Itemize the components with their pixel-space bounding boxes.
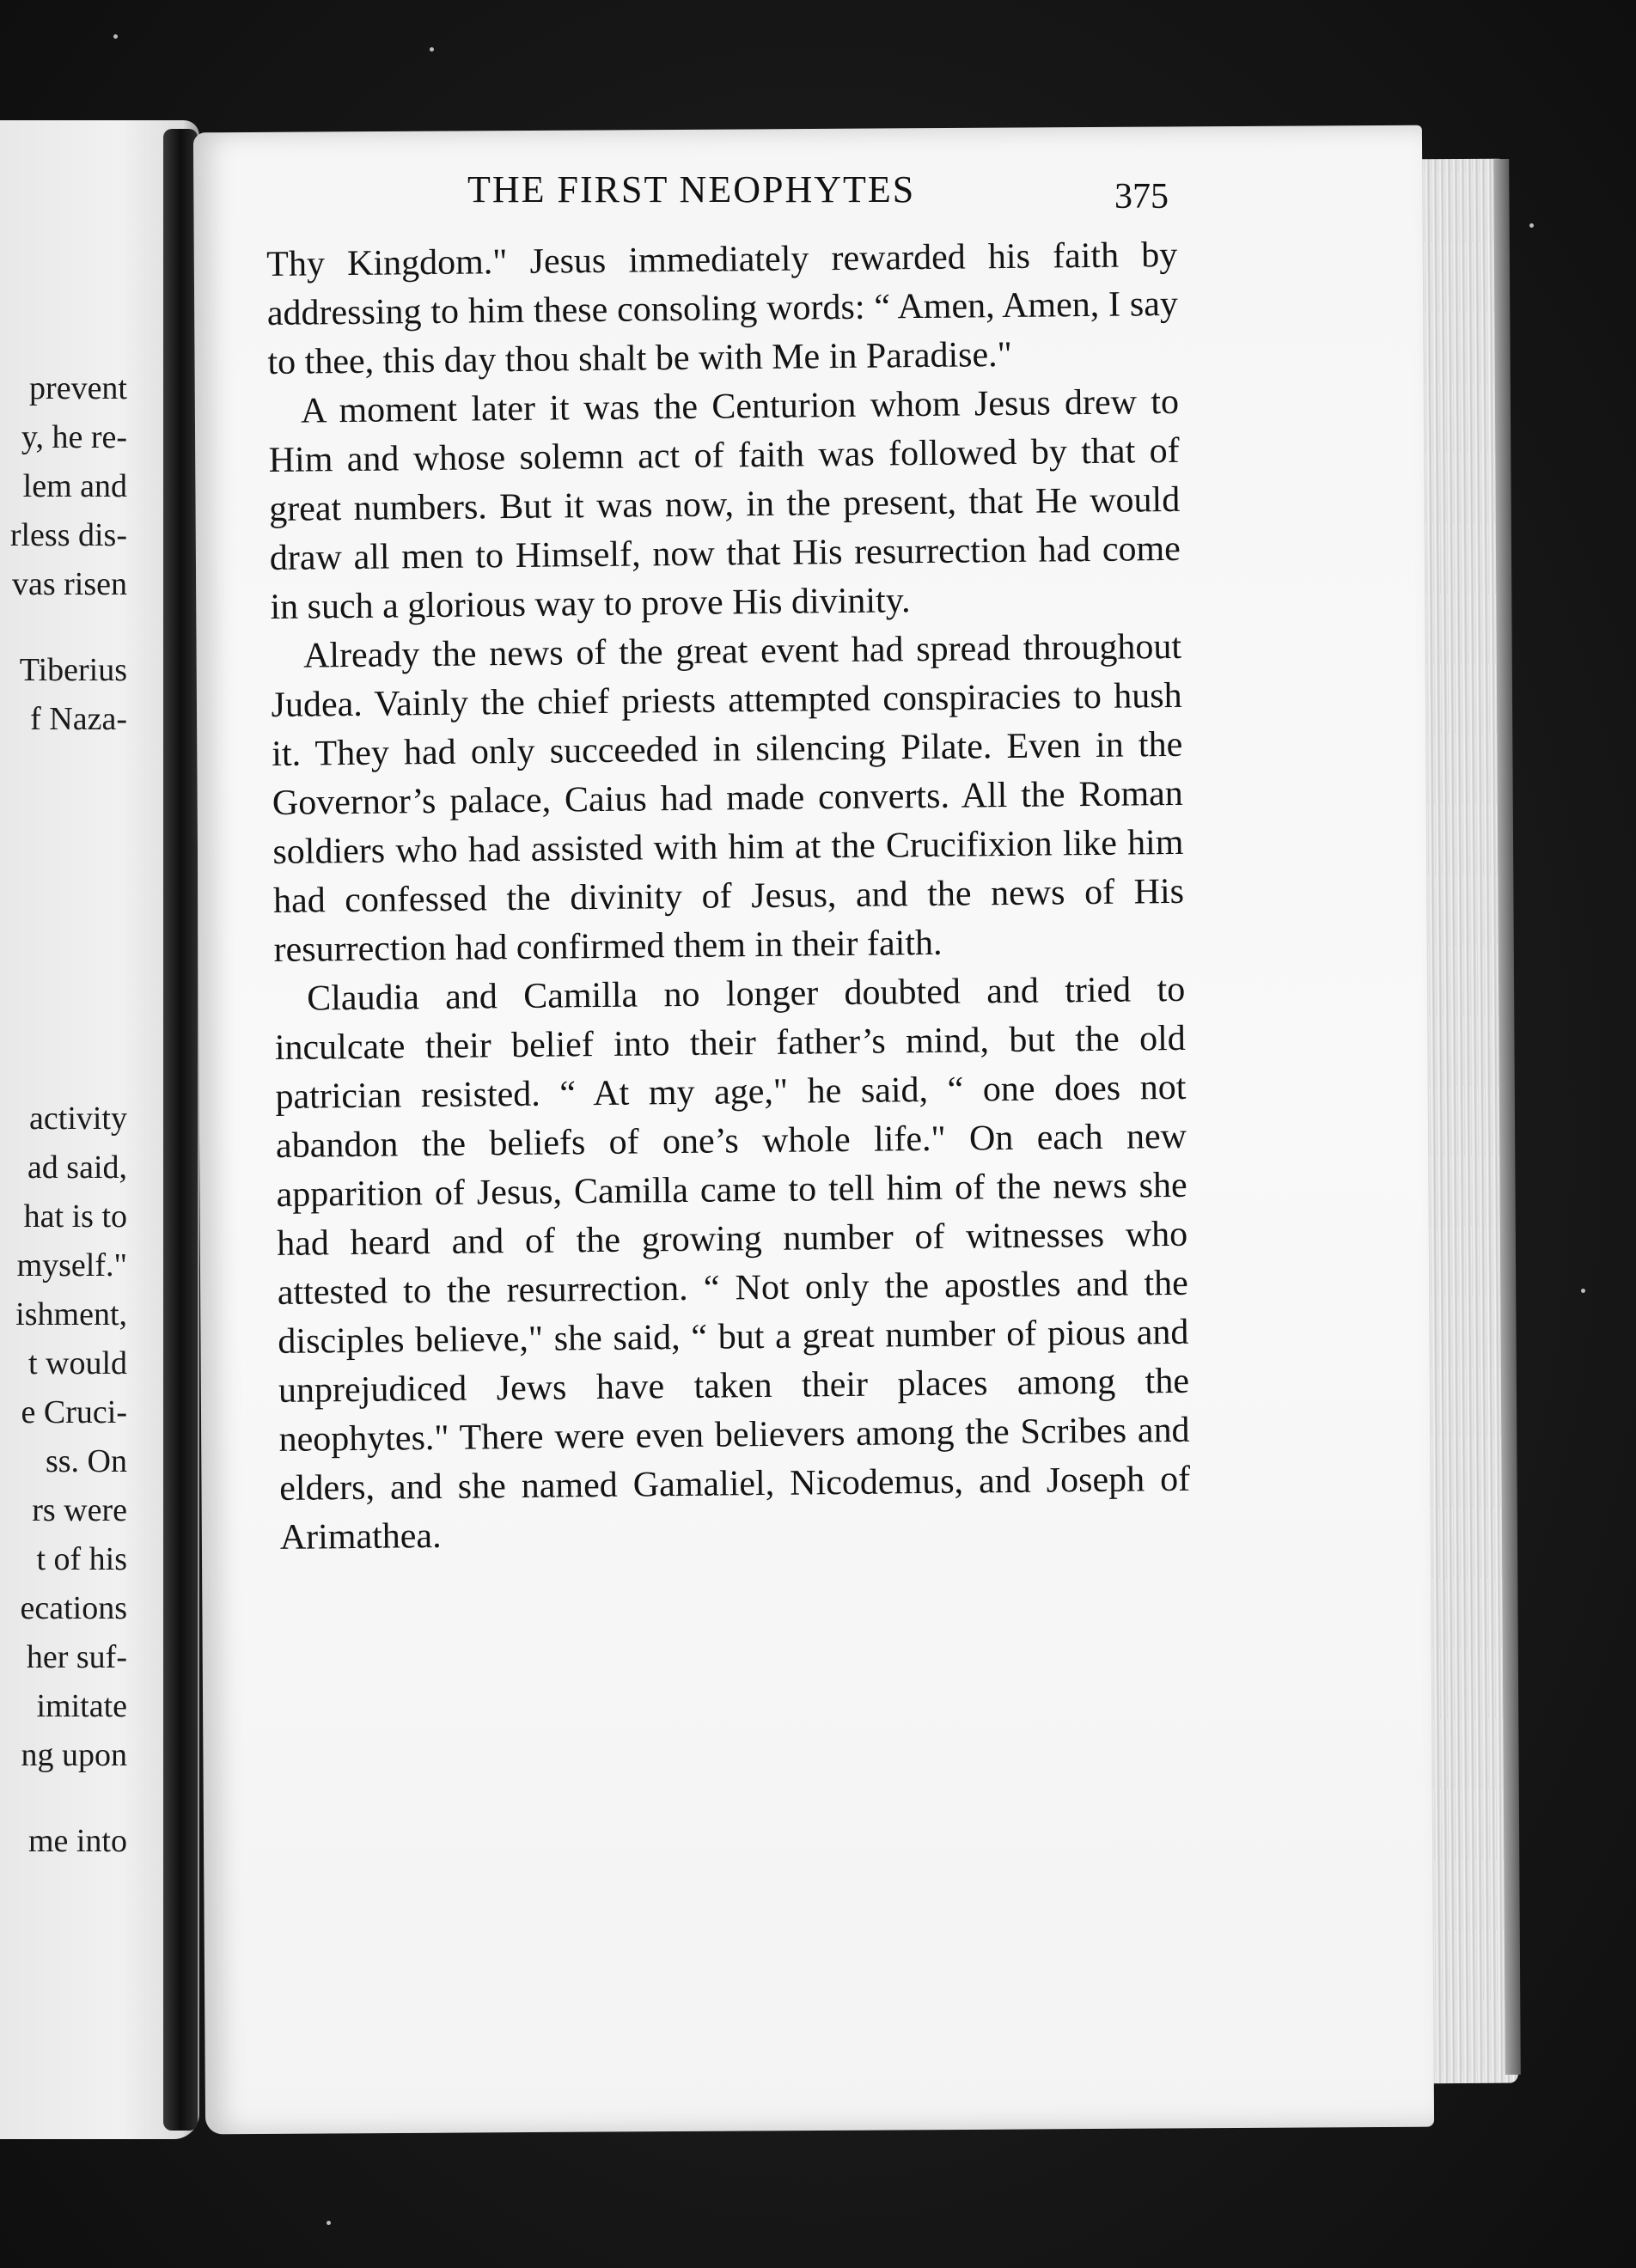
book-gutter	[163, 129, 198, 2131]
left-page-line: ecations	[20, 1590, 127, 1626]
paragraph: Claudia and Camilla no longer doubted and tried to inculcate their belief into their father’s mind, but the old patrician resisted. “ At my age," he said, “ one does not abandon the beliefs of one’s whole life." On each new apparition of Jesus, Camilla came to tell him of the news she had heard and of the growing number of witnesses who attested to the resurrection. “ Not only the apostles and the disciples believe," she said, “ but a great number of pious and unprejudiced Jews have taken their places among the neophytes." There were even believers among the Scribes and elders, and she named Gamaliel, Nicodemus, and Joseph of Arimathea.	[274, 969, 1191, 1558]
paragraph: Already the news of the great event had spread throughout Judea. Vainly the chief priests attempted conspiracies to hush it. They had only succeeded in silencing Pilate. Even in the Governor’s palace, Caius had made converts. All the Roman soldiers who had assisted with him at the Crucifixion like him had confessed the divinity of Jesus, and the news of His resurrection had confirmed them in their faith.	[271, 626, 1185, 970]
left-page-line: her suf-	[26, 1639, 127, 1675]
left-page-line: ss. On	[45, 1443, 127, 1479]
running-head: THE FIRST NEOPHYTES	[467, 168, 916, 210]
left-page-line: ng upon	[21, 1737, 127, 1773]
paragraph: Thy Kingdom." Jesus immediately rewarded his faith by addressing to him these consoling words: “ Amen, Amen, I say to thee, this day thou shalt be with Me in Paradise."	[266, 235, 1179, 382]
left-page-line: rs were	[32, 1492, 127, 1528]
left-page-line: f Naza-	[30, 701, 127, 737]
left-page-line: myself."	[16, 1247, 127, 1283]
left-page-line: me into	[27, 1823, 127, 1859]
left-page-line: prevent	[29, 370, 127, 406]
left-page-line: t would	[27, 1345, 127, 1381]
left-page-line: imitate	[36, 1688, 127, 1724]
left-page-line: Tiberius	[19, 652, 127, 688]
left-page-line: lem and	[22, 468, 127, 504]
left-page-line: ishment,	[15, 1296, 127, 1332]
left-page-line: vas risen	[11, 566, 127, 602]
dust-speck	[327, 2221, 331, 2225]
left-page-line: y, he re-	[21, 419, 127, 455]
left-page-line: rless dis-	[9, 517, 127, 553]
dust-speck	[1529, 223, 1534, 228]
dust-speck	[430, 47, 434, 52]
left-page-line: ad said,	[27, 1149, 127, 1186]
left-page-line: t of his	[36, 1541, 127, 1577]
body-text	[266, 231, 1191, 1563]
left-page-line: activity	[29, 1100, 127, 1137]
paragraph: A moment later it was the Centurion whom Jesus drew to Him and whose solemn act of faith was followed by that of great numbers. But it was now, in the present, that He would draw all men to Himself, now that His resurrection had come in such a glorious way to prove His divinity.	[268, 381, 1181, 627]
left-page-line: hat is to	[23, 1198, 127, 1235]
left-page-line: e Cruci-	[21, 1394, 127, 1430]
dust-speck	[1581, 1289, 1585, 1293]
page-number: 375	[1114, 177, 1169, 216]
dust-speck	[113, 34, 118, 39]
